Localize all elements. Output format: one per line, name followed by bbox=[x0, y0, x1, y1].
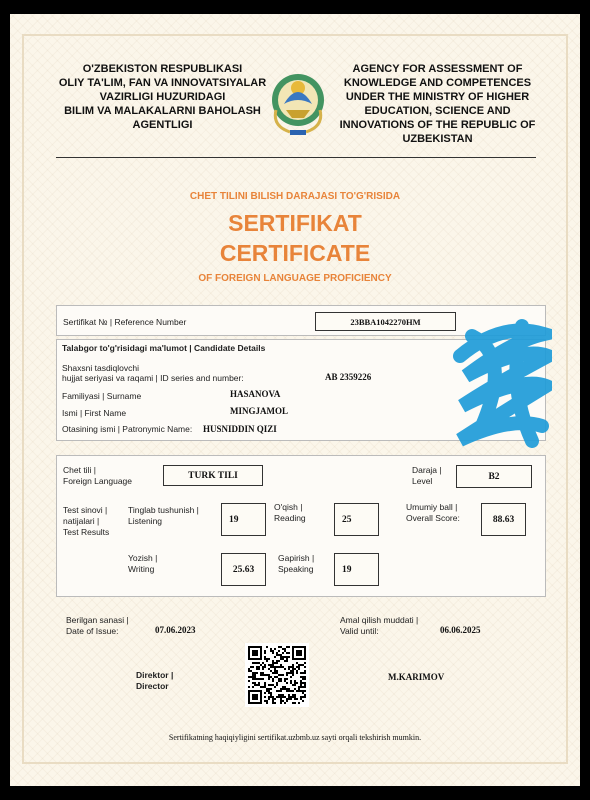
id-value: AB 2359226 bbox=[325, 372, 372, 382]
first-name-value: MINGJAMOL bbox=[230, 406, 288, 416]
title-en: CERTIFICATE bbox=[219, 240, 371, 266]
writing-label-1: Yozish | bbox=[128, 553, 158, 563]
header-divider bbox=[56, 157, 536, 158]
photo-redaction bbox=[452, 316, 552, 448]
verification-note: Sertifikatning haqiqiyligini sertifikat.uzbmb.uz sayti orqali tekshirish mumkin. bbox=[168, 733, 422, 742]
reference-label: Sertifikat № | Reference Number bbox=[63, 317, 187, 327]
level-label-2: Level bbox=[412, 476, 433, 486]
subtitle-uz: CHET TILINI BILISH DARAJASI TO'G'RISIDA bbox=[189, 191, 401, 202]
test-label-3: Test Results bbox=[63, 527, 110, 537]
language-label-2: Foreign Language bbox=[63, 476, 133, 486]
speaking-label-2: Speaking bbox=[278, 564, 314, 574]
listening-label-1: Tinglab tushunish | bbox=[128, 505, 199, 515]
test-label-1: Test sinovi | bbox=[63, 505, 108, 515]
subtitle-en: OF FOREIGN LANGUAGE PROFICIENCY bbox=[198, 273, 392, 284]
writing-label-2: Writing bbox=[128, 564, 155, 574]
director-name: M.KARIMOV bbox=[388, 672, 445, 682]
first-name-label: Ismi | First Name bbox=[62, 408, 127, 418]
valid-until-value: 06.06.2025 bbox=[440, 625, 481, 635]
reference-number: 23BBA1042270HM bbox=[315, 312, 456, 331]
candidate-heading: Talabgor to'g'risidagi ma'lumot | Candidate Details bbox=[62, 343, 266, 353]
level-label-1: Daraja | bbox=[412, 465, 442, 475]
state-emblem bbox=[270, 66, 326, 138]
valid-until-label-2: Valid until: bbox=[340, 626, 379, 636]
reading-label-1: O'qish | bbox=[274, 502, 303, 512]
overall-label-1: Umumiy ball | bbox=[406, 502, 458, 512]
listening-label-2: Listening bbox=[128, 516, 163, 526]
patronymic-value: HUSNIDDIN QIZI bbox=[203, 424, 277, 434]
issue-date-label-1: Berilgan sanasi | bbox=[66, 615, 129, 625]
language-value: TURK TILI bbox=[163, 465, 263, 486]
header-right: AGENCY FOR ASSESSMENT OF KNOWLEDGE AND COMPETENCES UNDER THE MINISTRY OF HIGHER EDUCATION, SCIENCE AND INNOVATIONS OF THE REPUBLIC OF UZBEKISTAN bbox=[339, 63, 536, 145]
reading-label-2: Reading bbox=[274, 513, 306, 523]
valid-until-label-1: Amal qilish muddati | bbox=[340, 615, 419, 625]
director-label-1: Direktor | bbox=[136, 670, 174, 680]
writing-score: 25.63 bbox=[221, 553, 266, 586]
title-uz: SERTIFIKAT bbox=[228, 210, 362, 236]
issue-date-value: 07.06.2023 bbox=[155, 625, 196, 635]
language-label-1: Chet tili | bbox=[63, 465, 96, 475]
listening-score: 19 bbox=[221, 503, 266, 536]
patronymic-label: Otasining ismi | Patronymic Name: bbox=[62, 424, 193, 434]
speaking-score: 19 bbox=[334, 553, 379, 586]
speaking-label-1: Gapirish | bbox=[278, 553, 315, 563]
overall-score: 88.63 bbox=[481, 503, 526, 536]
test-label-2: natijalari | bbox=[63, 516, 100, 526]
reading-score: 25 bbox=[334, 503, 379, 536]
id-label-2: hujjat seriyasi va raqami | ID series and number: bbox=[62, 373, 244, 383]
level-value: B2 bbox=[456, 465, 532, 488]
verification-qr-code[interactable] bbox=[245, 643, 309, 707]
issue-date-label-2: Date of Issue: bbox=[66, 626, 119, 636]
overall-label-2: Overall Score: bbox=[406, 513, 460, 523]
surname-value: HASANOVA bbox=[230, 389, 281, 399]
header-left: O'ZBEKISTON RESPUBLIKASI OLIY TA'LIM, FAN VA INNOVATSIYALAR VAZIRLIGI HUZURIDAGI BILIM VA MALAKALARNI BAHOLASH AGENTLIGI bbox=[58, 63, 267, 131]
director-label-2: Director bbox=[136, 681, 169, 691]
id-label-1: Shaxsni tasdiqlovchi bbox=[62, 363, 140, 373]
surname-label: Familiyasi | Surname bbox=[62, 391, 142, 401]
